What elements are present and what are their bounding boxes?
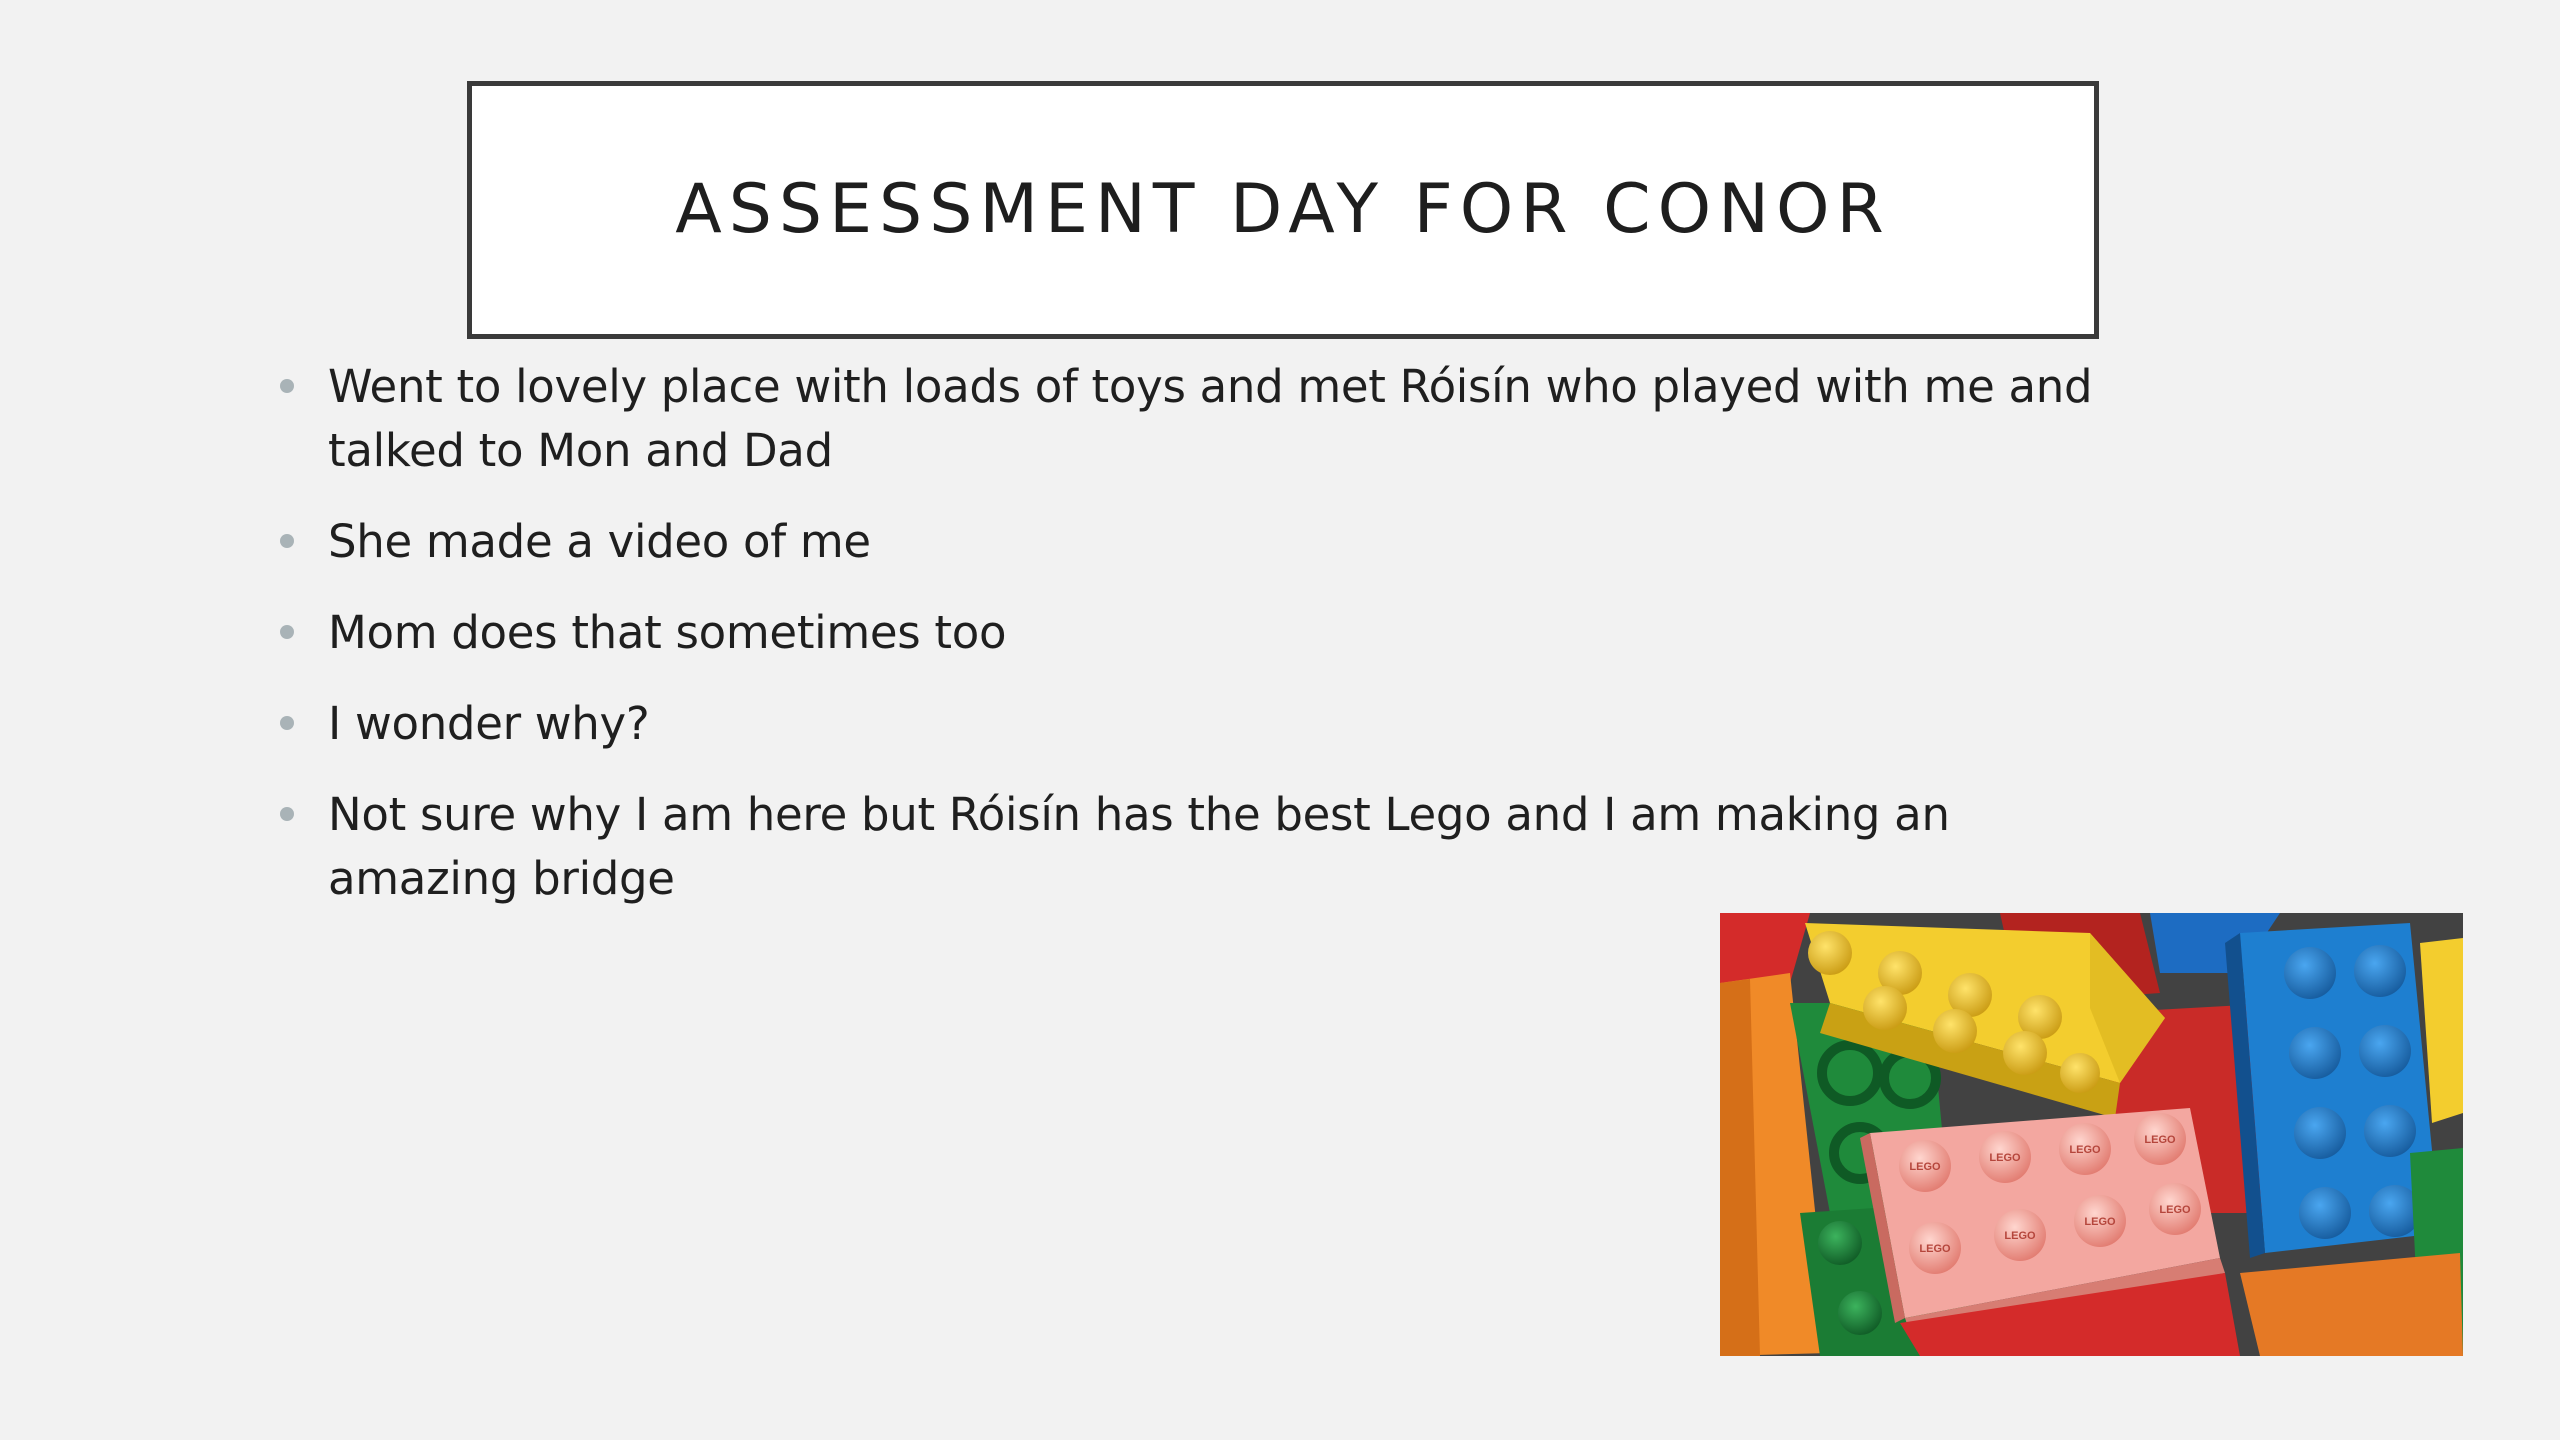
stud-label: LEGO: [2069, 1144, 2101, 1156]
bullet-list: [280, 355, 2100, 938]
bullet-text: She made a video of me: [328, 515, 871, 568]
bullet-item: [280, 783, 2100, 911]
stud-label: LEGO: [1989, 1152, 2021, 1164]
stud-label: LEGO: [1919, 1243, 1951, 1255]
bullet-dot-icon: [280, 625, 294, 639]
title-box: [467, 81, 2099, 339]
stud-label: LEGO: [2159, 1204, 2191, 1216]
stud-label: LEGO: [1909, 1161, 1941, 1173]
bullet-text: I wonder why?: [328, 697, 650, 750]
bullet-dot-icon: [280, 807, 294, 821]
bullet-dot-icon: [280, 379, 294, 393]
bullet-item: [280, 355, 2100, 483]
bullet-item: [280, 601, 2100, 665]
bullet-dot-icon: [280, 716, 294, 730]
bullet-dot-icon: [280, 534, 294, 548]
lego-bricks-image: [1720, 913, 2463, 1356]
bullet-text: Not sure why I am here but Róisín has the best Lego and I am making an amazing bridge: [328, 788, 1950, 905]
stud-label: LEGO: [2144, 1134, 2176, 1146]
stud-label: LEGO: [2004, 1230, 2036, 1242]
bullet-text: Went to lovely place with loads of toys and met Róisín who played with me and talked to Mon and Dad: [328, 360, 2093, 477]
bullet-item: [280, 692, 2100, 756]
bullet-text: Mom does that sometimes too: [328, 606, 1007, 659]
bullet-item: [280, 510, 2100, 574]
slide-title: ASSESSMENT DAY FOR CONOR: [675, 169, 1891, 249]
stud-label: LEGO: [2084, 1216, 2116, 1228]
lego-bricks-illustration: [1720, 913, 2463, 1356]
